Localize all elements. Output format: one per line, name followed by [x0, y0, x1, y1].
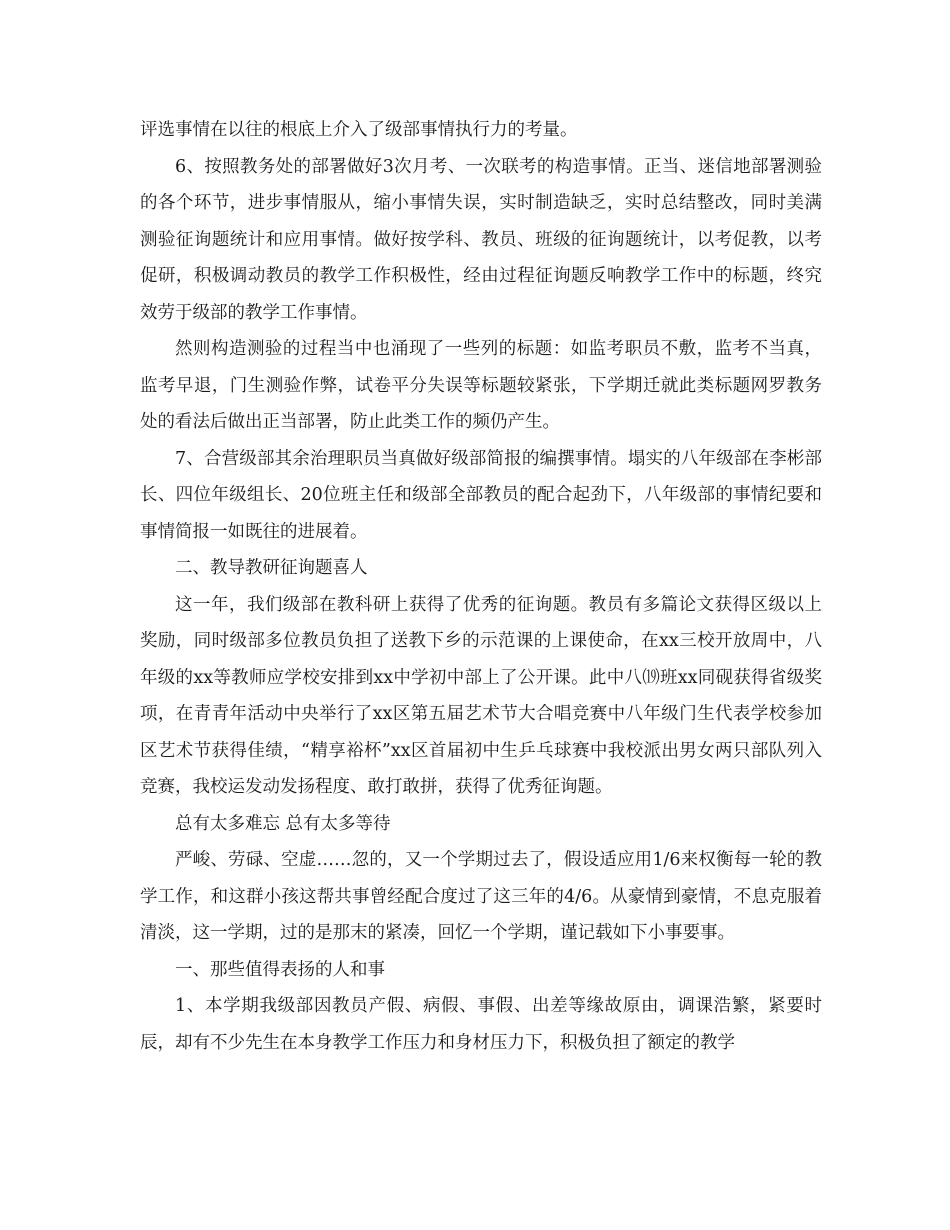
paragraph-2: 6、按照教务处的部署做好3次月考、一次联考的构造事情。正当、迷信地部署测验的各个环节，进步事情服从，缩小事情失误，实时制造缺乏，实时总结整改，同时美满测验征询题统计和应用事情。做好按学科、教员、班级的征询题统计，以考促教，以考促研，积极调动教员的教学工作积极性，经由过程征询题反响教学工作中的标题，终究效劳于级部的教学工作事情。 [140, 156, 822, 323]
section-heading-1: 一、那些值得表扬的人和事 [175, 959, 385, 980]
paragraph-3: 然则构造测验的过程当中也涌现了一些列的标题：如监考职员不敷，监考不当真，监考早退，门生测验作弊，试卷平分失误等标题较紧张，下学期迁就此类标题网罗教务处的看法后做出正当部署，防止此类工作的频仍产生。 [140, 339, 822, 432]
document-body [140, 112, 822, 1061]
subtitle: 总有太多难忘 总有太多等待 [175, 813, 391, 834]
paragraph-6: 严峻、劳碌、空虚……忽的，又一个学期过去了，假设适应用1/6来权衡每一轮的教学工作，和这群小孩这帮共事曾经配合度过了这三年的4/6。从豪情到豪情，不息克服着清淡，这一学期，过的是那末的紧凑，回忆一个学期，谨记载如下小事要事。 [140, 850, 822, 943]
paragraph-1: 评选事情在以往的根底上介入了级部事情执行力的考量。 [140, 120, 578, 140]
paragraph-5: 这一年，我们级部在教科研上获得了优秀的征询题。教员有多篇论文获得区级以上奖励，同时级部多位教员负担了送教下乡的示范课的上课使命，在xx三校开放周中，八年级的xx等教师应学校安排到xx中学初中部上了公开课。此中八⒆班xx同砚获得省级奖项，在青青年活动中央举行了xx区第五届艺术节大合唱竞赛中八年级门生代表学校参加区艺术节获得佳绩，“精享裕杯”xx区首届初中生乒乓球赛中我校派出男女两只部队列入竞赛，我校运发动发扬程度、敢打敢拼，获得了优秀征询题。 [140, 594, 822, 797]
paragraph-7: 1、本学期我级部因教员产假、病假、事假、出差等缘故原由，调课浩繁，紧要时辰，却有不少先生在本身教学工作压力和身材压力下，积极负担了额定的教学 [140, 996, 822, 1053]
section-heading-2: 二、教导教研征询题喜人 [175, 558, 368, 578]
paragraph-4: 7、合营级部其余治理职员当真做好级部简报的编撰事情。塌实的八年级部在李彬部长、四位年级组长、20位班主任和级部全部教员的配合起劲下，八年级部的事情纪要和事情简报一如既往的进展着。 [140, 448, 822, 542]
